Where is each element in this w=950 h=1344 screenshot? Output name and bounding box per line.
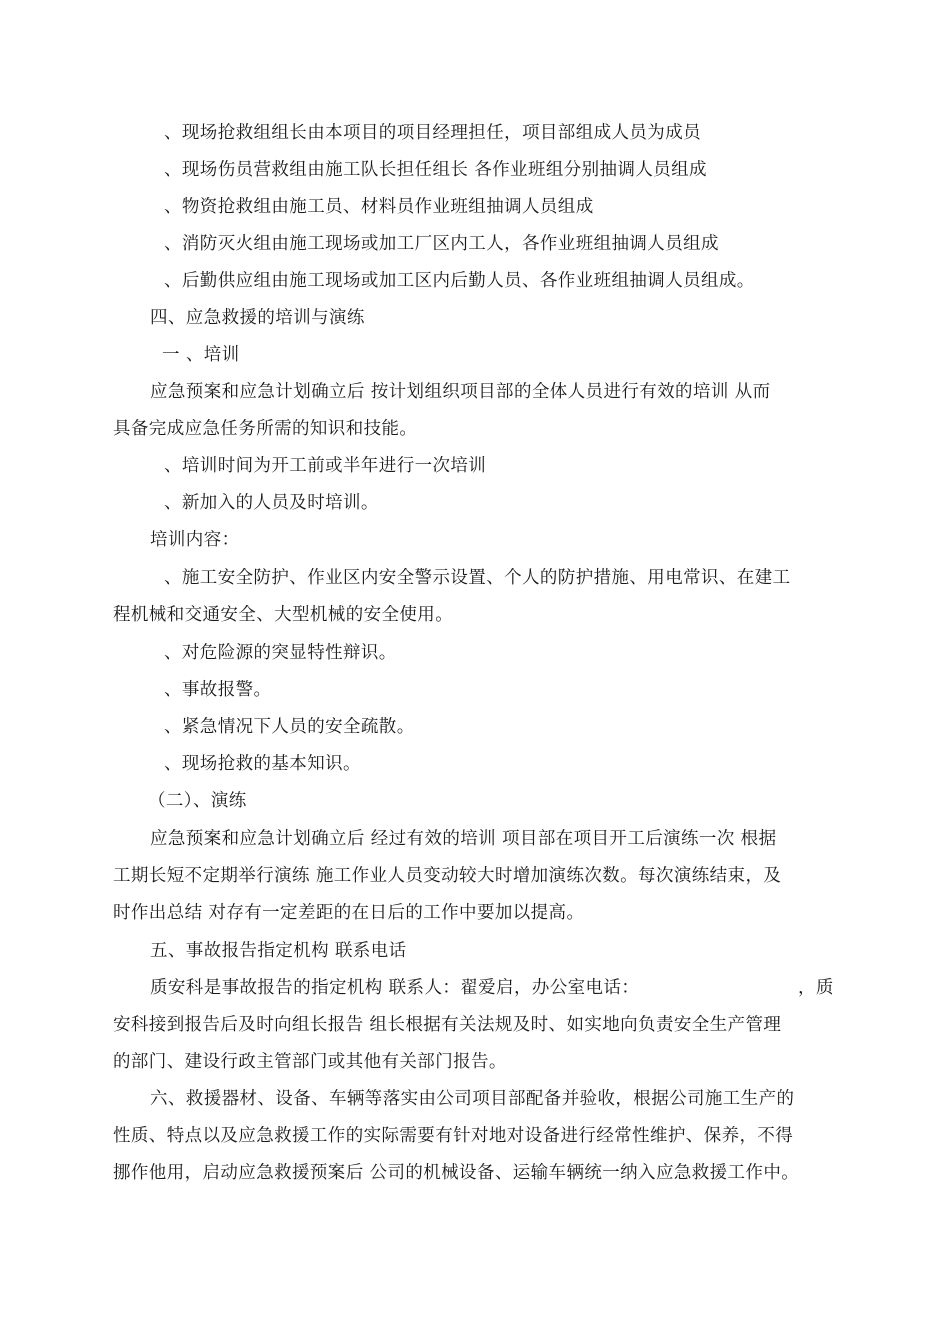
paragraph-line: 培训内容： bbox=[150, 530, 240, 550]
paragraph-line: 、消防灭火组由施工现场或加工厂区内工人，各作业班组抽调人员组成 bbox=[164, 234, 719, 254]
subsection-heading: （二）、演练 bbox=[148, 791, 247, 811]
paragraph-line: 、新加入的人员及时培训。 bbox=[164, 493, 379, 513]
paragraph-line: 应急预案和应急计划确立后 按计划组织项目部的全体人员进行有效的培训 从而 bbox=[150, 382, 771, 402]
paragraph-line: 工期长短不定期举行演练 施工作业人员变动较大时增加演练次数。每次演练结束，及 bbox=[113, 866, 782, 886]
paragraph-line: 、紧急情况下人员的安全疏散。 bbox=[164, 717, 415, 737]
paragraph-line: 具备完成应急任务所需的知识和技能。 bbox=[113, 419, 418, 439]
paragraph-line: 程机械和交通安全、大型机械的安全使用。 bbox=[113, 605, 454, 625]
paragraph-line: 应急预案和应急计划确立后 经过有效的培训 项目部在项目开工后演练一次 根据 bbox=[150, 829, 777, 849]
paragraph-line: 挪作他用，启动应急救援预案后 公司的机械设备、运输车辆统一纳入应急救援工作中。 bbox=[113, 1163, 800, 1183]
paragraph-line: 六、救援器材、设备、车辆等落实由公司项目部配备并验收，根据公司施工生产的 bbox=[150, 1089, 795, 1109]
paragraph-line: 、事故报警。 bbox=[164, 680, 272, 700]
paragraph-line: 、培训时间为开工前或半年进行一次培训 bbox=[164, 456, 487, 476]
paragraph-line: 质安科是事故报告的指定机构 联系人：翟爱启，办公室电话： bbox=[150, 978, 640, 998]
paragraph-line: 、现场伤员营救组由施工队长担任组长 各作业班组分别抽调人员组成 bbox=[164, 160, 707, 180]
paragraph-line: 时作出总结 对存有一定差距的在日后的工作中要加以提高。 bbox=[113, 903, 585, 923]
paragraph-line: 、施工安全防护、作业区内安全警示设置、个人的防护措施、用电常识、在建工 bbox=[164, 568, 791, 588]
paragraph-line: ，质 bbox=[798, 978, 834, 998]
paragraph-line: 、现场抢救的基本知识。 bbox=[164, 754, 361, 774]
paragraph-line: 性质、特点以及应急救援工作的实际需要有针对地对设备进行经常性维护、保养，不得 bbox=[113, 1126, 794, 1146]
paragraph-line: 、现场抢救组组长由本项目的项目经理担任，项目部组成人员为成员 bbox=[164, 123, 701, 143]
paragraph-line: 、对危险源的突显特性辩识。 bbox=[164, 643, 397, 663]
paragraph-line: 、后勤供应组由施工现场或加工区内后勤人员、各作业班组抽调人员组成。 bbox=[164, 271, 755, 291]
paragraph-line: 、物资抢救组由施工员、材料员作业班组抽调人员组成 bbox=[164, 197, 594, 217]
paragraph-line: 的部门、建设行政主管部门或其他有关部门报告。 bbox=[113, 1052, 507, 1072]
section-heading: 四、应急救援的培训与演练 bbox=[150, 308, 365, 328]
paragraph-line: 安科接到报告后及时向组长报告 组长根据有关法规及时、如实地向负责安全生产管理 bbox=[113, 1015, 782, 1035]
section-heading: 五、事故报告指定机构 联系电话 bbox=[150, 941, 407, 961]
subsection-heading: 一 、培训 bbox=[162, 345, 240, 365]
